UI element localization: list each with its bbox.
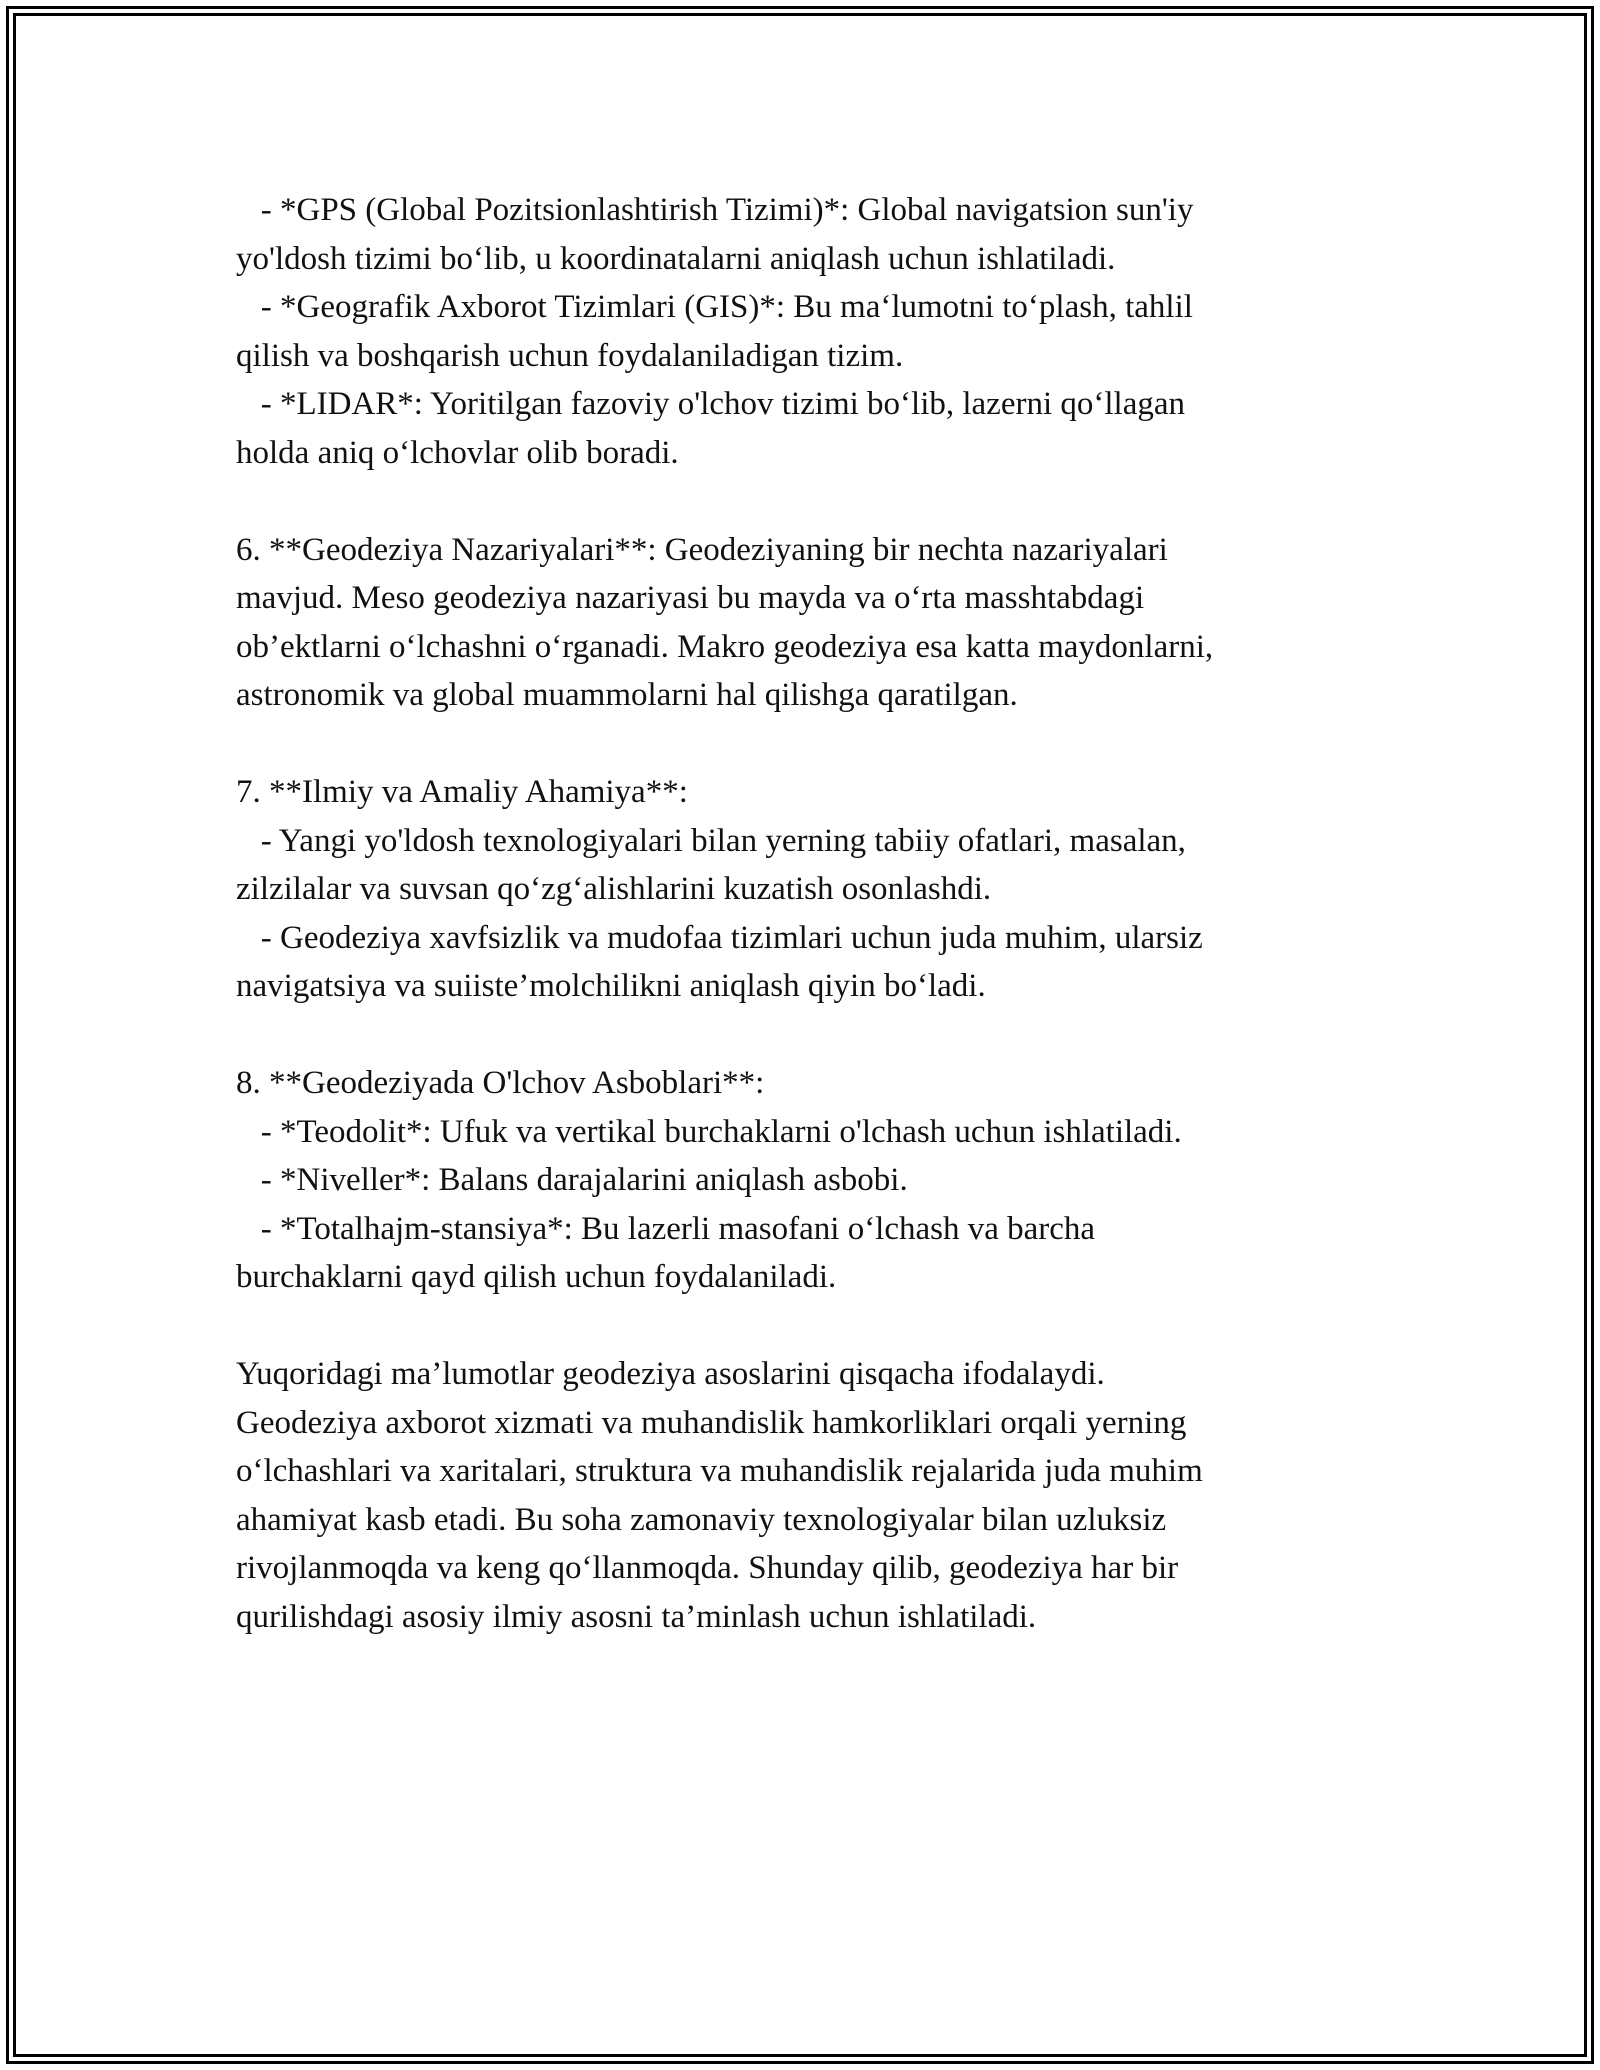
conclusion-line: ahamiyat kasb etadi. Bu soha zamonaviy texnologiyalar bilan uzluksiz — [236, 1501, 1167, 1538]
conclusion-line: qurilishdagi asosiy ilmiy asosni ta’minlash uchun ishlatiladi. — [236, 1598, 1037, 1635]
blank-line — [236, 477, 1356, 526]
conclusion-line: rivojlanmoqda va keng qo‘llanmoqda. Shunday qilib, geodeziya har bir — [236, 1550, 1179, 1586]
text-line: zilzilalar va suvsan qo‘zg‘alishlarini kuzatish osonlashdi. — [236, 871, 992, 907]
text-line: - *Totalhajm-stansiya*: Bu lazerli masofani o‘lchash va barcha — [236, 1210, 1096, 1247]
text-line: - *Niveller*: Balans darajalarini aniqlash asbobi. — [236, 1162, 908, 1198]
blank-line — [236, 1011, 1356, 1060]
text-line: burchaklarni qayd qilish uchun foydalaniladi. — [236, 1259, 837, 1295]
text-line: navigatsiya va suiiste’molchilikni aniqlash qiyin bo‘ladi. — [236, 968, 986, 1004]
conclusion-line: o‘lchashlari va xaritalari, struktura va muhandislik rejalarida juda muhim — [236, 1453, 1203, 1489]
text-line: - Yangi yo'ldosh texnologiyalari bilan yerning tabiiy ofatlari, masalan, — [236, 822, 1186, 859]
conclusion-line: Yuqoridagi ma’lumotlar geodeziya asoslarini qisqacha ifodalaydi. — [236, 1356, 1105, 1392]
text-line: - *Teodolit*: Ufuk va vertikal burchaklarni o'lchash uchun ishlatiladi. — [236, 1113, 1182, 1150]
text-line: - *LIDAR*: Yoritilgan fazoviy o'lchov tizimi bo‘lib, lazerni qo‘llagan — [236, 386, 1186, 422]
text-line: - Geodeziya xavfsizlik va mudofaa tizimlari uchun juda muhim, ularsiz — [236, 919, 1203, 956]
text-line: astronomik va global muammolarni hal qilishga qaratilgan. — [236, 677, 1018, 713]
text-line: qilish va boshqarish uchun foydalaniladigan tizim. — [236, 337, 904, 374]
text-line: ob’ektlarni o‘lchashni o‘rganadi. Makro geodeziya esa katta maydonlarni, — [236, 628, 1214, 665]
conclusion-line: Geodeziya axborot xizmati va muhandislik hamkorliklari orqali yerning — [236, 1404, 1187, 1441]
text-line: yo'ldosh tizimi bo‘lib, u koordinatalarni aniqlash uchun ishlatiladi. — [236, 240, 1116, 277]
blank-line — [236, 1302, 1356, 1351]
section-7-heading: 7. **Ilmiy va Amaliy Ahamiya**: — [236, 774, 688, 810]
text-line: - *GPS (Global Pozitsionlashtirish Tizimi)*: Global navigatsion sun'iy — [236, 192, 1194, 228]
section-8-heading: 8. **Geodeziyada O'lchov Asboblari**: — [236, 1065, 765, 1101]
text-line: mavjud. Meso geodeziya nazariyasi bu mayda va o‘rta masshtabdagi — [236, 580, 1145, 616]
text-line: holda aniq o‘lchovlar olib boradi. — [236, 434, 679, 471]
blank-line — [236, 720, 1356, 769]
document-body — [236, 186, 1356, 1641]
text-line: - *Geografik Axborot Tizimlari (GIS)*: Bu ma‘lumotni to‘plash, tahlil — [236, 289, 1193, 325]
section-6-heading: 6. **Geodeziya Nazariyalari**: Geodeziyaning bir nechta nazariyalari — [236, 531, 1168, 568]
